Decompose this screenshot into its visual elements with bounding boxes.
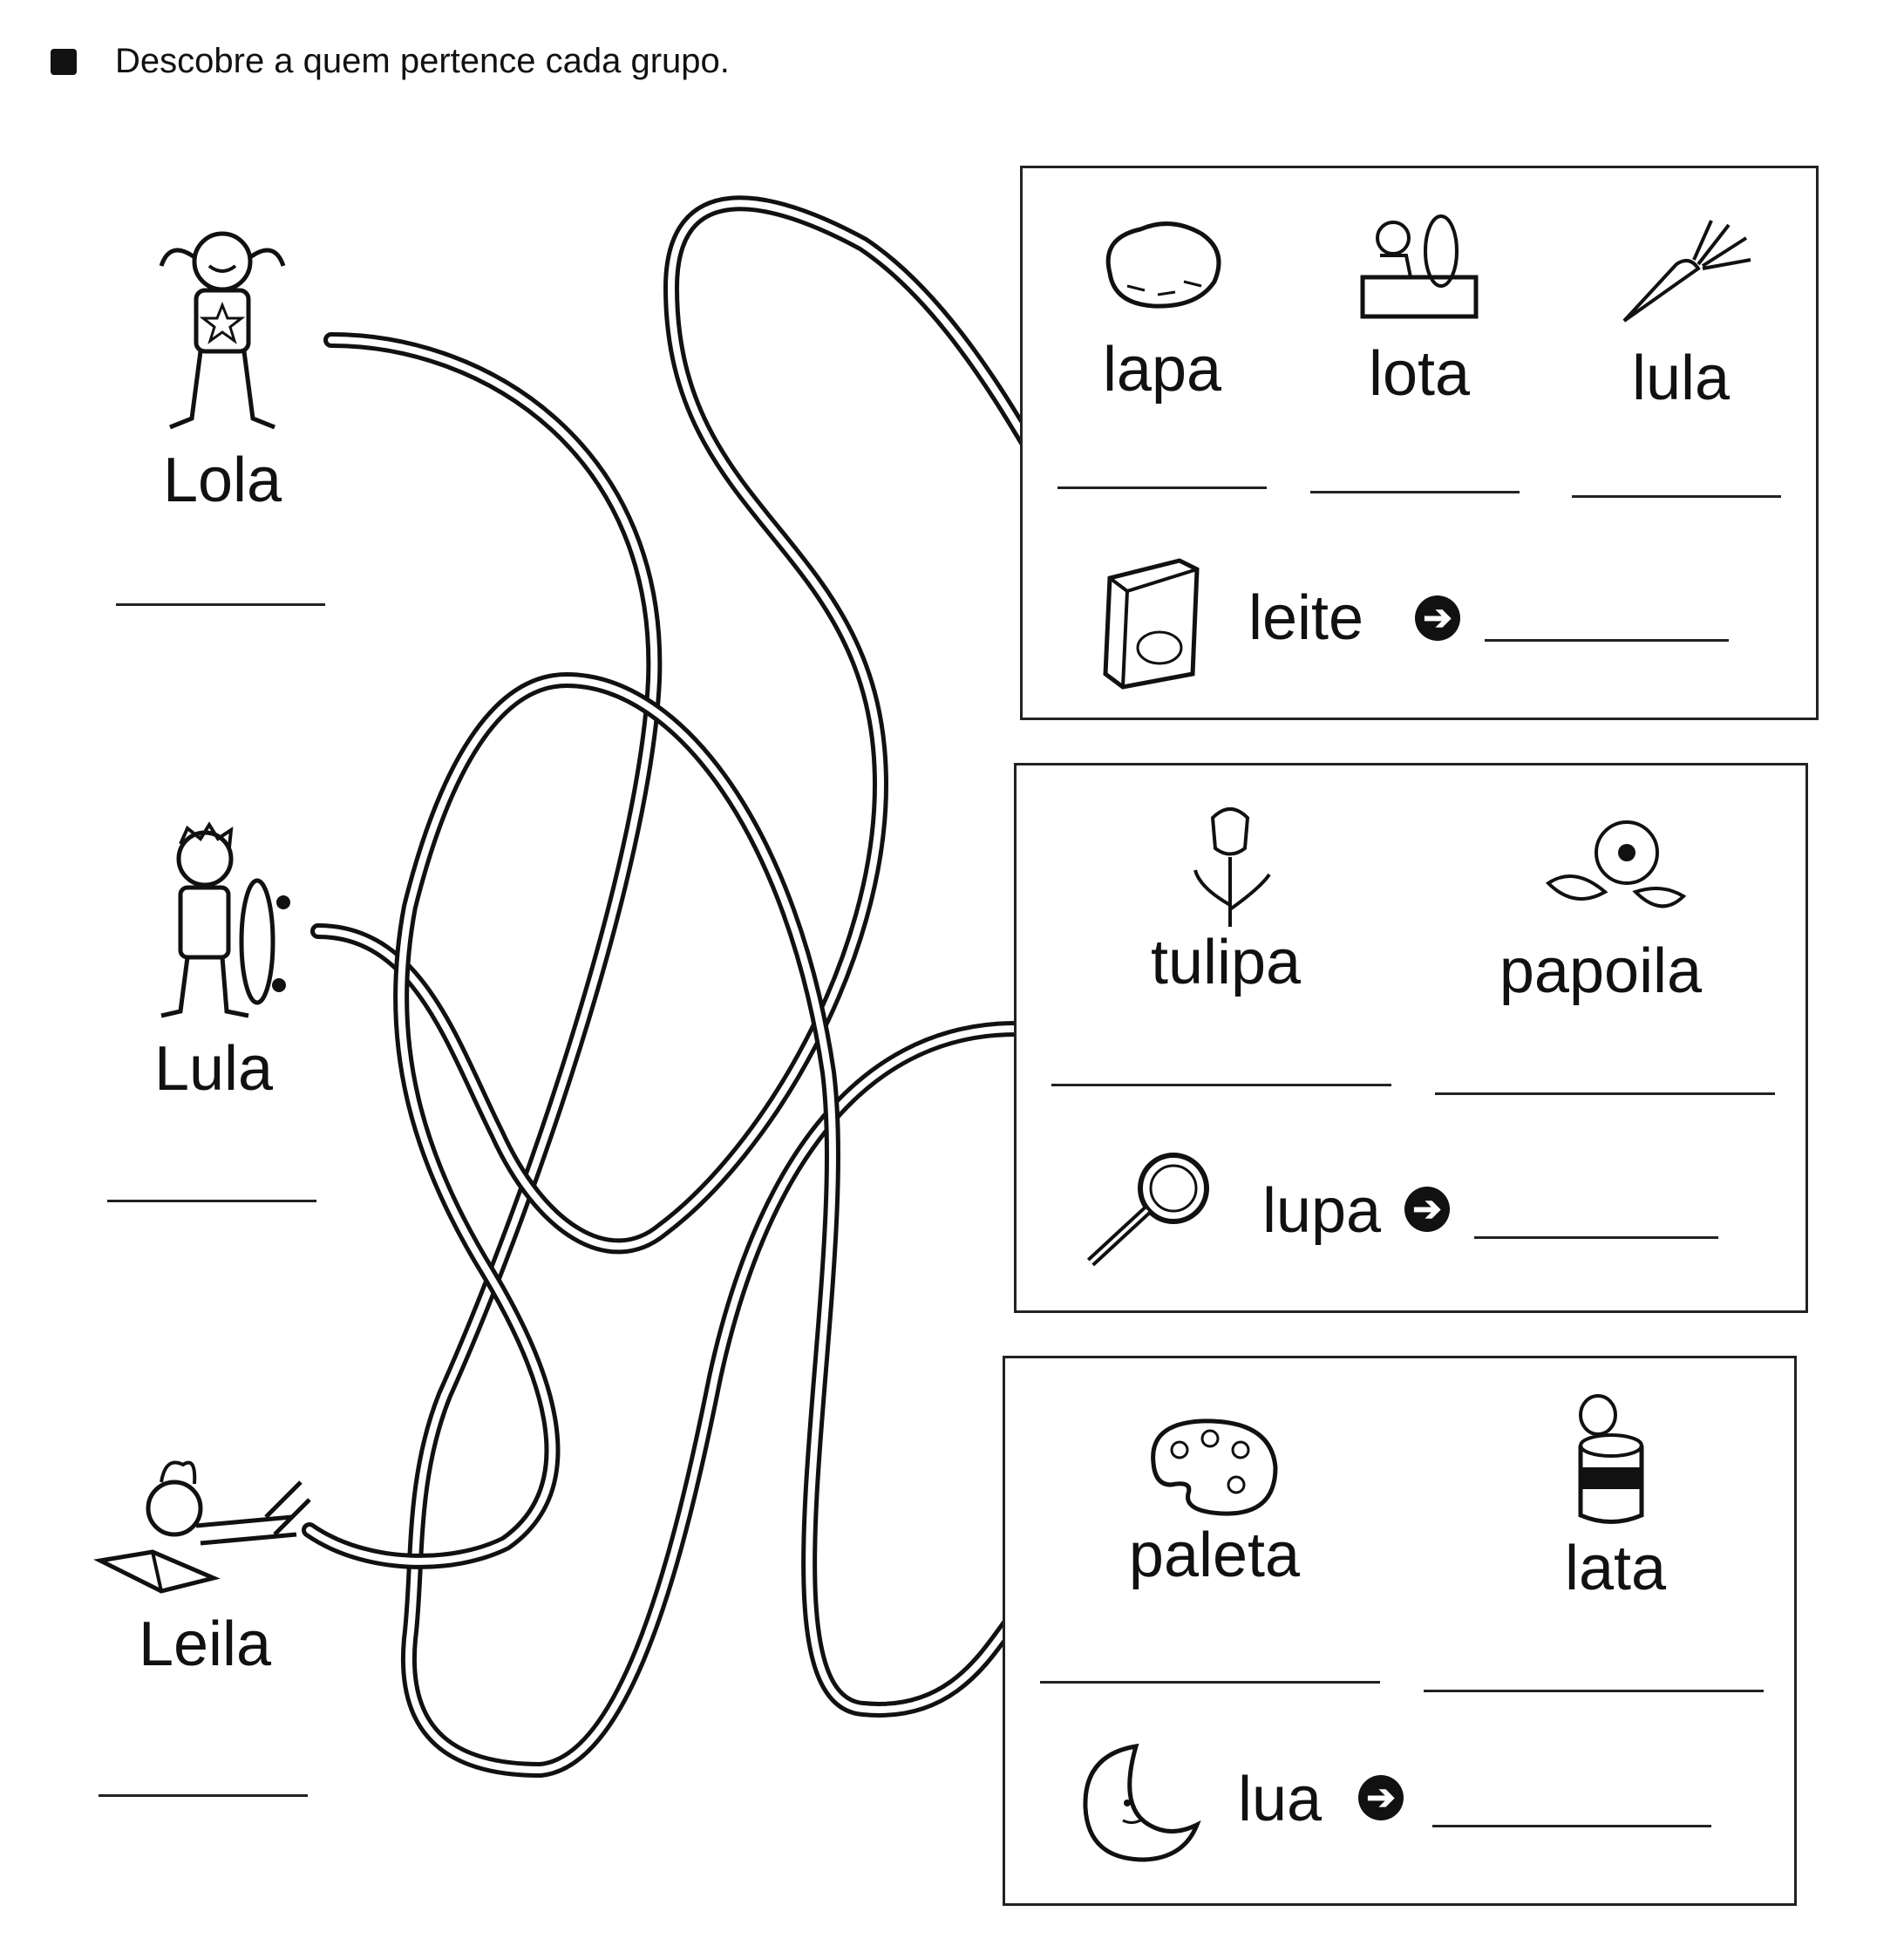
word-lua: lua [1237,1765,1323,1834]
squid-icon [1615,203,1755,325]
child-name-lula: Lula [153,1034,274,1104]
answer-line-lua[interactable] [1432,1825,1711,1827]
answer-line-lula[interactable] [107,1200,316,1202]
answer-line-leila[interactable] [99,1794,308,1797]
answer-line-lapa[interactable] [1057,486,1267,489]
word-lula: lula [1631,344,1731,413]
girl-reading-icon [92,1447,318,1604]
can-icon [1563,1393,1659,1533]
palette-icon [1136,1411,1284,1524]
rock-icon [1092,212,1232,316]
magnifier-icon [1078,1149,1226,1271]
answer-line-leite[interactable] [1485,639,1729,642]
maze-path-leila[interactable] [309,680,1011,1710]
tulip-icon [1182,800,1278,931]
child-leila [92,1447,318,1680]
fish-market-icon [1354,203,1485,325]
poppy-icon [1540,813,1688,927]
word-lota: lota [1368,339,1471,409]
child-name-lola: Lola [162,446,282,515]
boy-skateboard-icon [126,820,301,1029]
word-lupa: lupa [1261,1176,1382,1246]
milk-carton-icon [1097,552,1210,691]
word-leite: leite [1248,583,1364,653]
arrow-right-icon: ➔ [1358,1775,1404,1820]
moon-icon [1075,1738,1206,1868]
answer-line-lota[interactable] [1310,491,1520,493]
arrow-right-icon: ➔ [1415,595,1460,641]
girl-star-shirt-icon [135,222,309,440]
answer-line-lata[interactable] [1424,1690,1764,1692]
answer-line-tulipa[interactable] [1051,1084,1391,1086]
child-lula [100,820,327,1105]
word-lapa: lapa [1102,335,1222,405]
word-lata: lata [1564,1534,1667,1603]
answer-line-lula-word[interactable] [1572,495,1781,498]
answer-line-paleta[interactable] [1040,1681,1380,1684]
instruction-text: Descobre a quem pertence cada grupo. [115,42,730,80]
word-tulipa: tulipa [1150,928,1302,997]
group-box-3 [1003,1356,1797,1906]
child-name-leila: Leila [138,1609,272,1679]
group-box-2 [1014,763,1808,1313]
word-papoila: papoila [1499,936,1703,1006]
answer-line-papoila[interactable] [1435,1092,1775,1095]
word-paleta: paleta [1128,1521,1301,1590]
arrow-right-icon: ➔ [1404,1187,1450,1232]
group-box-1 [1020,166,1819,720]
answer-line-lupa[interactable] [1474,1236,1718,1239]
answer-line-lola[interactable] [116,603,325,606]
child-lola [109,222,336,516]
